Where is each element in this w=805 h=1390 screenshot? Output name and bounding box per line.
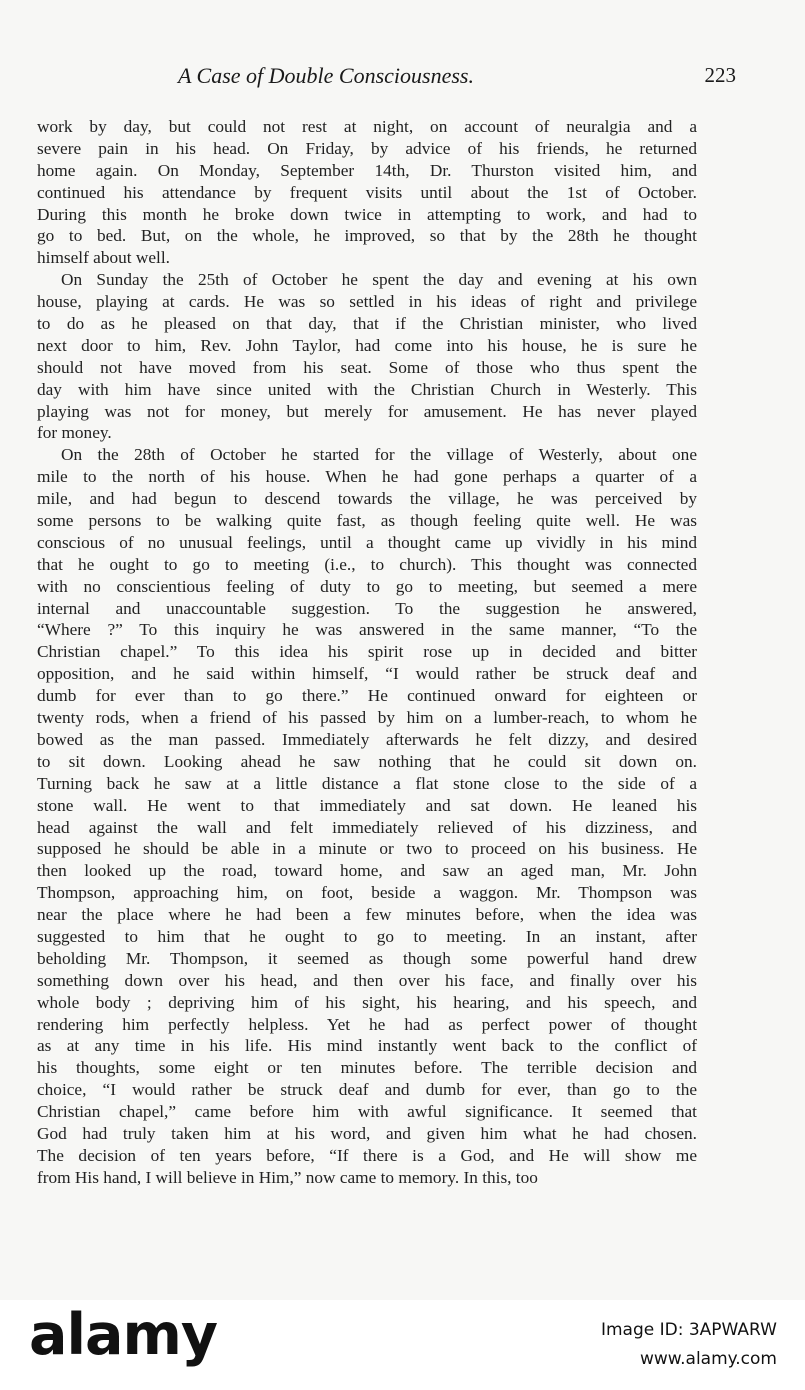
text-line: whole body ; depriving him of his sight, his hearing, and his speech, and bbox=[37, 992, 697, 1012]
text-line: God had truly taken him at his word, and given him what he had chosen. bbox=[37, 1123, 697, 1143]
text-line: his thoughts, some eight or ten minutes before. The terrible decision and bbox=[37, 1058, 697, 1078]
text-line: from His hand, I will believe in Him,” now came to memory. In this, too bbox=[37, 1167, 538, 1187]
page-number: 223 bbox=[704, 63, 736, 87]
text-line: twenty rods, when a friend of his passed by him on a lumber-reach, to whom he bbox=[37, 708, 697, 728]
text-line: “Where ?” To this inquiry he was answered in the same manner, “To the bbox=[37, 620, 697, 640]
text-line: himself about well. bbox=[37, 248, 170, 268]
text-line: conscious of no unusual feelings, until a thought came up vividly in his mind bbox=[37, 532, 697, 552]
text-line: dumb for ever than to go there.” He continued onward for eighteen or bbox=[37, 686, 697, 706]
text-line: something down over his head, and then over his face, and finally over his bbox=[37, 970, 697, 990]
text-line: next door to him, Rev. John Taylor, had come into his house, he is sure he bbox=[37, 335, 697, 355]
text-line: for money. bbox=[37, 423, 112, 443]
text-line: day with him have since united with the Christian Church in Westerly. This bbox=[37, 379, 697, 399]
text-line: to do as he pleased on that day, that if the Christian minister, who lived bbox=[37, 314, 697, 334]
stock-url: www.alamy.com bbox=[639, 1349, 777, 1369]
text-line: bowed as the man passed. Immediately afterwards he felt dizzy, and desired bbox=[37, 729, 697, 749]
text-line: home again. On Monday, September 14th, Dr. Thurston visited him, and bbox=[37, 160, 697, 180]
alamy-logo: alamy bbox=[29, 1302, 218, 1368]
text-line: Christian chapel.” To this idea his spirit rose up in decided and bitter bbox=[37, 642, 697, 662]
text-line: The decision of ten years before, “If there is a God, and He will show me bbox=[37, 1145, 697, 1165]
text-line: some persons to be walking quite fast, as though feeling quite well. He was bbox=[37, 511, 697, 531]
text-line: severe pain in his head. On Friday, by advice of his friends, he returned bbox=[37, 138, 697, 158]
text-line: then looked up the road, toward home, and saw an aged man, Mr. John bbox=[37, 861, 697, 881]
text-line: Thompson, approaching him, on foot, beside a waggon. Mr. Thompson was bbox=[37, 883, 697, 903]
text-line: mile, and had begun to descend towards the village, he was perceived by bbox=[37, 489, 697, 509]
text-line: work by day, but could not rest at night, on account of neuralgia and a bbox=[37, 117, 697, 136]
text-line: supposed he should be able in a minute or two to proceed on his business. He bbox=[37, 839, 697, 859]
text-line: beholding Mr. Thompson, it seemed as though some powerful hand drew bbox=[37, 948, 697, 968]
text-line: stone wall. He went to that immediately and sat down. He leaned his bbox=[37, 795, 697, 815]
running-title: A Case of Double Consciousness. bbox=[178, 63, 474, 88]
text-line: playing was not for money, but merely for amusement. He has never played bbox=[37, 401, 697, 421]
page-header bbox=[36, 63, 736, 91]
text-line: Turning back he saw at a little distance a flat stone close to the side of a bbox=[37, 773, 697, 793]
image-id-label: Image ID: 3APWARW bbox=[600, 1320, 777, 1340]
text-line: house, playing at cards. He was so settled in his ideas of right and privilege bbox=[37, 292, 697, 312]
text-line: that he ought to go to meeting (i.e., to church). This thought was connected bbox=[37, 554, 697, 574]
text-line: suggested to him that he ought to go to meeting. In an instant, after bbox=[37, 926, 697, 946]
text-line: During this month he broke down twice in attempting to work, and had to bbox=[37, 204, 697, 224]
text-line: as at any time in his life. His mind instantly went back to the conflict of bbox=[37, 1036, 697, 1056]
text-line: opposition, and he said within himself, “I would rather be struck deaf and bbox=[37, 664, 697, 684]
text-line: internal and unaccountable suggestion. To the suggestion he answered, bbox=[37, 598, 697, 618]
text-line: choice, “I would rather be struck deaf and dumb for ever, than go to the bbox=[37, 1080, 697, 1100]
text-line: mile to the north of his house. When he had gone perhaps a quarter of a bbox=[37, 467, 697, 487]
text-line: rendering him perfectly helpless. Yet he had as perfect power of thought bbox=[37, 1014, 697, 1034]
text-line: to sit down. Looking ahead he saw nothing that he could sit down on. bbox=[37, 751, 697, 771]
text-line: On Sunday the 25th of October he spent the day and evening at his own bbox=[61, 270, 697, 290]
text-line: head against the wall and felt immediately relieved of his dizziness, and bbox=[37, 817, 697, 837]
text-line: should not have moved from his seat. Some of those who thus spent the bbox=[37, 357, 697, 377]
text-line: go to bed. But, on the whole, he improved, so that by the 28th he thought bbox=[37, 226, 697, 246]
text-line: near the place where he had been a few minutes before, when the idea was bbox=[37, 905, 697, 925]
body-text bbox=[37, 116, 697, 1189]
text-line: On the 28th of October he started for the village of Westerly, about one bbox=[61, 445, 697, 465]
text-line: with no conscientious feeling of duty to go to meeting, but seemed a mere bbox=[37, 576, 697, 596]
text-line: continued his attendance by frequent visits until about the 1st of October. bbox=[37, 182, 697, 202]
text-line: Christian chapel,” came before him with awful significance. It seemed that bbox=[37, 1102, 697, 1122]
